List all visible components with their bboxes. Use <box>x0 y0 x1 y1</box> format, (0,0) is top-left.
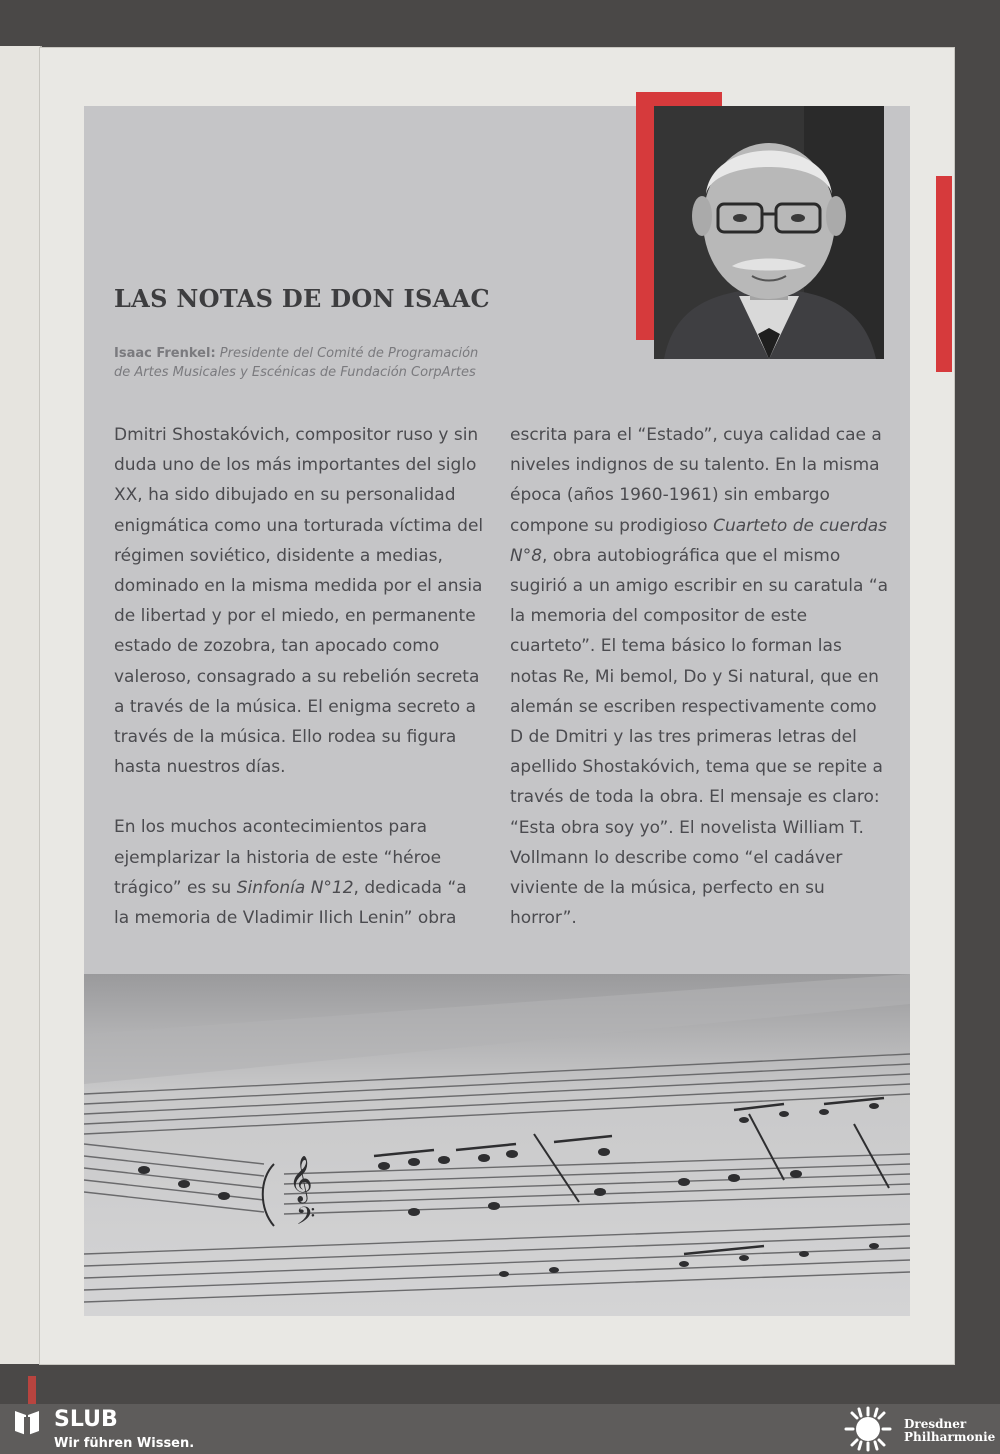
sheet-music-image <box>84 974 910 1316</box>
paragraph-text: escrita para el “Estado”, cuya calidad cae a niveles indignos de su talento. En la misma época (años 1960-1961) sin embargo compone su prodigioso <box>510 425 882 536</box>
red-accent-bar-right <box>936 176 952 372</box>
author-name: Isaac Frenkel: <box>114 346 216 361</box>
slub-logo-icon <box>12 1407 42 1437</box>
sheet-music-illustration <box>84 974 910 1316</box>
slub-tagline: Wir führen Wissen. <box>54 1436 195 1451</box>
paragraph-text: , obra autobiográfica que el mismo sugirió a un amigo escribir en su caratula “a la memoria del compositor de este cuarteto”. El tema básico lo forman las notas Re, Mi bemol, Do y Si natural, que en alemán se escriben respectivamente como D de Dmitri y las tres primeras letras del apellido Shostakóvich, tema que se repite a través de toda la obra. El mensaje es claro: “Esta obra soy yo”. El novelista William T. Vollmann lo describe como “el cadáver viviente de la música, perfecto en su horror”. <box>510 545 889 929</box>
text-column-right <box>510 420 890 963</box>
paragraph <box>114 812 486 933</box>
quartet-title: Cuarteto de cuerdas N°8 <box>510 515 888 566</box>
text-column-left <box>114 420 486 963</box>
symphony-title: Sinfonía N°12 <box>236 877 354 898</box>
left-page-red-mark <box>28 1376 36 1406</box>
svg-text:𝄞: 𝄞 <box>289 1156 313 1202</box>
brochure-page <box>40 48 954 1364</box>
paragraph-text: , dedicada “a la memoria de Vladimir Ilich Lenin” obra <box>114 877 467 929</box>
left-page-edge <box>0 46 42 1364</box>
author-role-line2: de Artes Musicales y Escénicas de Fundación CorpArtes <box>114 365 476 380</box>
portrait-illustration <box>654 106 884 359</box>
dresdner-philharmonie-wordmark <box>904 1418 995 1444</box>
paragraph: Dmitri Shostakóvich, compositor ruso y sin duda uno de los más importantes del siglo XX, ha sido dibujado en su personalidad enigmática como una torturada víctima del régimen soviético, disidente a medias, dominado en la misma medida por el ansia de libertad y por el miedo, en permanente estado de zozobra, tan apocado como valeroso, consagrado a su rebelión secreta a través de la música. El enigma secreto a través de la música. Ello rodea su figura hasta nuestros días. <box>114 425 484 778</box>
slub-name: SLUB <box>54 1407 118 1432</box>
paragraph <box>510 420 890 933</box>
article-heading: LAS NOTAS DE DON ISAAC <box>114 284 490 313</box>
portrait-photo <box>654 106 884 359</box>
orchestra-line1: Dresdner <box>904 1417 967 1431</box>
dresdner-philharmonie-logo-icon <box>842 1406 894 1452</box>
orchestra-line2: Philharmonie <box>904 1430 996 1444</box>
svg-text:𝄢: 𝄢 <box>296 1202 316 1237</box>
paragraph-text: En los muchos acontecimientos para ejemplarizar la historia de este “héroe trágico” es su <box>114 817 442 898</box>
author-byline <box>114 344 534 382</box>
author-role-line1: Presidente del Comité de Programación <box>219 346 479 361</box>
